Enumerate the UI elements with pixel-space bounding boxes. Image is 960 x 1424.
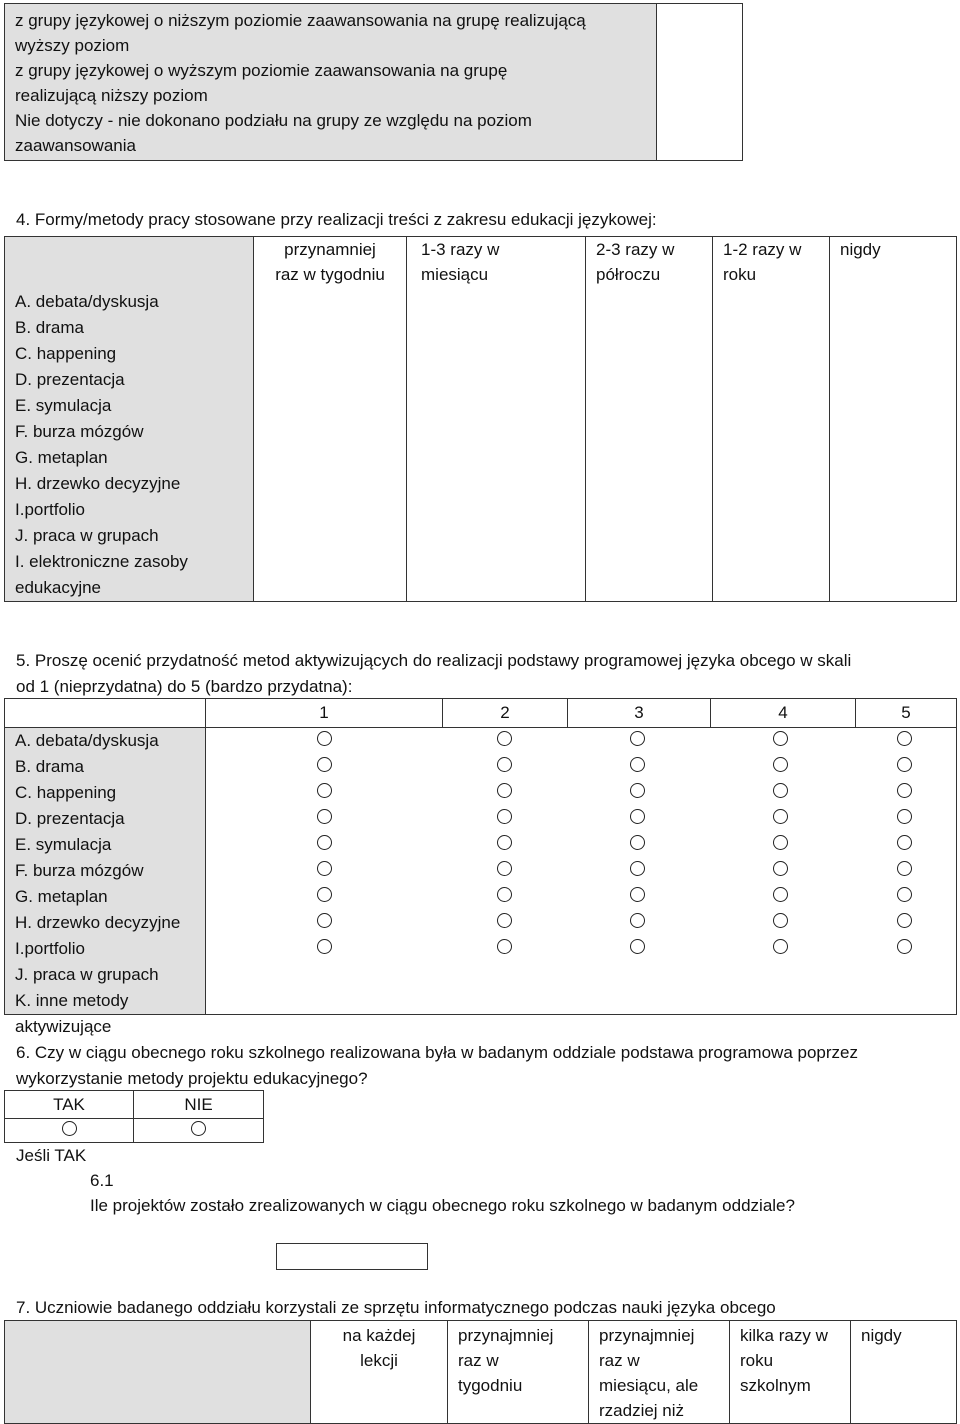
top-options-cell [5, 4, 657, 161]
q5-label-column [5, 728, 206, 1036]
q5-radio-cell[interactable] [442, 835, 566, 855]
radio-circle-icon [897, 939, 912, 954]
q5-radio-cell[interactable] [852, 861, 956, 881]
q5-radio-cell[interactable] [852, 887, 956, 907]
radio-circle-icon [630, 887, 645, 902]
q5-radio-cell[interactable] [206, 809, 442, 829]
q5-scale-5: 5 [856, 699, 957, 728]
q7-col-header: miesiącu, ale [599, 1376, 699, 1395]
radio-circle-icon [630, 731, 645, 746]
q5-radio-cell[interactable] [442, 939, 566, 959]
q7-col-header: raz w [599, 1351, 640, 1370]
radio-circle-icon [497, 835, 512, 850]
q5-radio-cell[interactable] [708, 757, 852, 777]
radio-circle-icon [630, 835, 645, 850]
q4-col-header: nigdy [840, 240, 881, 259]
q4-col-header: roku [723, 265, 757, 284]
q5-radio-cell[interactable] [442, 913, 566, 933]
q5-radio-cell[interactable] [708, 861, 852, 881]
q7-table [4, 1320, 957, 1424]
q5-corner [5, 699, 206, 728]
q5-row-label: B. drama [15, 757, 84, 776]
radio-circle-icon [497, 757, 512, 772]
q6-sub-question: Ile projektów zostało zrealizowanych w ciągu obecnego roku szkolnego w badanym oddziale? [90, 1196, 795, 1215]
q5-radio-cell[interactable] [442, 757, 566, 777]
q4-column-weekly[interactable] [254, 237, 407, 602]
radio-circle-icon [897, 913, 912, 928]
q5-radio-cell[interactable] [566, 835, 708, 855]
q4-row-label: D. prezentacja [15, 370, 125, 389]
q5-row-label: I.portfolio [15, 939, 85, 958]
q6-yes-label: TAK [5, 1091, 134, 1119]
q4-row-label: I. elektroniczne zasoby [15, 552, 188, 571]
q6-if-yes: Jeśli TAK [16, 1146, 87, 1165]
option-line: wyższy poziom [15, 36, 130, 55]
q7-col-never[interactable] [851, 1321, 957, 1424]
q7-col-every-lesson[interactable] [311, 1321, 448, 1424]
radio-circle-icon [630, 861, 645, 876]
q6-title-line2: wykorzystanie metody projektu edukacyjnego? [16, 1069, 368, 1088]
q5-row-label: J. praca w grupach [15, 965, 159, 984]
q5-radio-cell[interactable] [206, 861, 442, 881]
q5-radio-row [206, 988, 956, 1014]
q7-col-header: kilka razy w [740, 1326, 828, 1345]
q5-radio-cell[interactable] [708, 835, 852, 855]
radio-circle-icon [897, 861, 912, 876]
option-line: z grupy językowej o wyższym poziomie zaawansowania na grupę [15, 61, 508, 80]
q5-radio-cell[interactable] [852, 783, 956, 803]
q5-radio-row [206, 884, 956, 910]
radio-circle-icon [897, 783, 912, 798]
radio-circle-icon [497, 731, 512, 746]
q5-radio-cell[interactable] [442, 809, 566, 829]
q5-radio-row [206, 780, 956, 806]
radio-circle-icon [317, 861, 332, 876]
q4-row-label: G. metaplan [15, 448, 108, 467]
radio-circle-icon [497, 861, 512, 876]
q6-no-label: NIE [134, 1091, 264, 1119]
q4-table [4, 236, 957, 602]
q4-title: 4. Formy/metody pracy stosowane przy realizacji treści z zakresu edukacji językowej: [16, 210, 657, 229]
radio-circle-icon [497, 783, 512, 798]
q5-scale-1: 1 [206, 699, 443, 728]
q4-col-header: miesiącu [421, 265, 489, 284]
q5-row-label: E. symulacja [15, 835, 112, 854]
q7-col-header: roku [740, 1351, 774, 1370]
q4-row-label: F. burza mózgów [15, 422, 144, 441]
q4-row-label: J. praca w grupach [15, 526, 159, 545]
q5-radio-cell[interactable] [442, 783, 566, 803]
radio-circle-icon [630, 809, 645, 824]
top-options-table [4, 3, 743, 161]
q6-no-radio[interactable] [134, 1119, 264, 1143]
radio-circle-icon [317, 809, 332, 824]
q4-row-label: E. symulacja [15, 396, 112, 415]
q5-scale-4: 4 [711, 699, 856, 728]
q5-radio-row [206, 910, 956, 936]
radio-circle-icon [630, 913, 645, 928]
q5-row-label: G. metaplan [15, 887, 108, 906]
q5-radio-cell[interactable] [442, 731, 566, 751]
q5-radio-cell[interactable] [206, 835, 442, 855]
q7-col-header: na każdej [342, 1326, 416, 1345]
radio-circle-icon [773, 757, 788, 772]
q5-radio-row [206, 936, 956, 962]
q6-table [4, 1090, 264, 1143]
radio-circle-icon [897, 809, 912, 824]
option-line: realizującą niższy poziom [15, 86, 208, 105]
option-line: zaawansowania [15, 136, 136, 155]
q5-radio-row [206, 858, 956, 884]
q4-col-header: przynamniej [284, 240, 376, 259]
q5-radio-row [206, 728, 956, 754]
radio-circle-icon [191, 1121, 206, 1136]
q7-title: 7. Uczniowie badanego oddziału korzystali ze sprzętu informatycznego podczas nauki języka obcego [16, 1298, 776, 1317]
q6-title-line1: 6. Czy w ciągu obecnego roku szkolnego realizowana była w badanym oddziale podstawa programowa poprzez [16, 1043, 858, 1062]
q5-radio-cell[interactable] [206, 913, 442, 933]
q7-col-monthly[interactable] [589, 1321, 730, 1424]
q5-radio-cell[interactable] [206, 783, 442, 803]
q4-row-label: I.portfolio [15, 500, 85, 519]
q5-radio-cell[interactable] [566, 939, 708, 959]
q5-radio-cell[interactable] [852, 835, 956, 855]
q5-radio-cell[interactable] [206, 939, 442, 959]
q5-row-label: K. inne metody aktywizujące [15, 991, 129, 1036]
q5-radio-cell[interactable] [852, 809, 956, 829]
radio-circle-icon [773, 731, 788, 746]
q5-row-label: F. burza mózgów [15, 861, 144, 880]
q4-column-never[interactable] [830, 237, 957, 602]
q4-col-header: półroczu [596, 265, 661, 284]
q5-radio-cell[interactable] [566, 887, 708, 907]
radio-circle-icon [773, 939, 788, 954]
option-line: Nie dotyczy - nie dokonano podziału na grupy ze względu na poziom [15, 111, 532, 130]
radio-circle-icon [630, 939, 645, 954]
q5-scale-2: 2 [443, 699, 568, 728]
q7-col-header: lekcji [360, 1351, 398, 1370]
q5-radio-cell[interactable] [852, 939, 956, 959]
radio-circle-icon [317, 887, 332, 902]
q4-col-header: raz w tygodniu [275, 265, 385, 284]
radio-circle-icon [897, 757, 912, 772]
radio-circle-icon [897, 835, 912, 850]
q5-radio-cell[interactable] [566, 783, 708, 803]
q7-col-weekly[interactable] [448, 1321, 589, 1424]
q6-yes-radio[interactable] [5, 1119, 134, 1143]
q7-col-header: przynajmniej [599, 1326, 695, 1345]
radio-circle-icon [897, 731, 912, 746]
q5-radio-cell[interactable] [708, 809, 852, 829]
radio-circle-icon [317, 939, 332, 954]
radio-circle-icon [497, 887, 512, 902]
q5-radio-area [206, 728, 957, 1015]
q5-radio-row [206, 962, 956, 988]
q4-row-label: A. debata/dyskusja [15, 292, 159, 311]
radio-circle-icon [317, 757, 332, 772]
q4-row-label: C. happening [15, 344, 117, 363]
q5-table [4, 698, 957, 1036]
q7-col-header: nigdy [861, 1326, 902, 1345]
q5-radio-cell[interactable] [708, 783, 852, 803]
radio-circle-icon [630, 783, 645, 798]
q4-row-label: edukacyjne [15, 578, 102, 597]
q4-row-label: H. drzewko decyzyjne [15, 474, 181, 493]
q5-radio-cell[interactable] [566, 861, 708, 881]
q4-column-halfyear[interactable] [586, 237, 713, 602]
q7-col-yearly[interactable] [730, 1321, 851, 1424]
q5-radio-grid [206, 728, 956, 1014]
radio-circle-icon [773, 835, 788, 850]
q5-radio-cell[interactable] [442, 887, 566, 907]
radio-circle-icon [773, 809, 788, 824]
radio-circle-icon [773, 887, 788, 902]
q7-label-cell [5, 1321, 311, 1424]
q5-radio-row [206, 832, 956, 858]
q5-row-label: A. debata/dyskusja [15, 731, 159, 750]
q5-radio-cell[interactable] [708, 913, 852, 933]
q5-radio-cell[interactable] [852, 731, 956, 751]
answer-cell[interactable] [657, 4, 743, 161]
radio-circle-icon [317, 731, 332, 746]
q4-col-header: 1-2 razy w [723, 240, 802, 259]
radio-circle-icon [773, 861, 788, 876]
radio-circle-icon [497, 939, 512, 954]
q5-radio-cell[interactable] [566, 731, 708, 751]
option-line: z grupy językowej o niższym poziomie zaawansowania na grupę realizującą [15, 11, 586, 30]
radio-circle-icon [317, 835, 332, 850]
q7-col-header: rzadziej niż [599, 1401, 685, 1420]
q5-radio-cell[interactable] [708, 887, 852, 907]
q5-radio-cell[interactable] [566, 809, 708, 829]
radio-circle-icon [897, 887, 912, 902]
q5-scale-3: 3 [568, 699, 711, 728]
q4-col-header: 2-3 razy w [596, 240, 675, 259]
q5-radio-cell[interactable] [852, 757, 956, 777]
q6-count-input[interactable] [276, 1243, 428, 1270]
q5-title-line1: 5. Proszę ocenić przydatność metod aktywizujących do realizacji podstawy programowej języka obcego w skali [16, 651, 852, 670]
q5-radio-cell[interactable] [206, 757, 442, 777]
q5-radio-cell[interactable] [566, 757, 708, 777]
q5-radio-cell[interactable] [206, 731, 442, 751]
q7-col-header: szkolnym [740, 1376, 811, 1395]
q5-title-line2: od 1 (nieprzydatna) do 5 (bardzo przydatna): [16, 677, 353, 696]
q5-radio-cell[interactable] [708, 939, 852, 959]
q5-radio-cell[interactable] [442, 861, 566, 881]
q6-sub-number: 6.1 [90, 1171, 114, 1190]
q7-col-header: tygodniu [458, 1376, 523, 1395]
radio-circle-icon [773, 783, 788, 798]
q7-col-header: przynajmniej [458, 1326, 554, 1345]
radio-circle-icon [317, 913, 332, 928]
q4-row-label: B. drama [15, 318, 84, 337]
radio-circle-icon [497, 913, 512, 928]
q4-column-yearly[interactable] [713, 237, 830, 602]
radio-circle-icon [62, 1121, 77, 1136]
q5-row-label: D. prezentacja [15, 809, 125, 828]
q5-row-label: H. drzewko decyzyjne [15, 913, 181, 932]
q5-radio-row [206, 806, 956, 832]
q5-radio-row [206, 754, 956, 780]
radio-circle-icon [317, 783, 332, 798]
q5-radio-cell[interactable] [852, 913, 956, 933]
radio-circle-icon [630, 757, 645, 772]
q5-radio-cell[interactable] [566, 913, 708, 933]
q4-label-column [5, 237, 254, 602]
q4-col-header: 1-3 razy w [421, 240, 500, 259]
radio-circle-icon [773, 913, 788, 928]
q4-column-monthly[interactable] [407, 237, 586, 602]
q5-row-label: C. happening [15, 783, 117, 802]
q5-radio-cell[interactable] [206, 887, 442, 907]
q5-radio-cell[interactable] [708, 731, 852, 751]
radio-circle-icon [497, 809, 512, 824]
q7-col-header: raz w [458, 1351, 499, 1370]
